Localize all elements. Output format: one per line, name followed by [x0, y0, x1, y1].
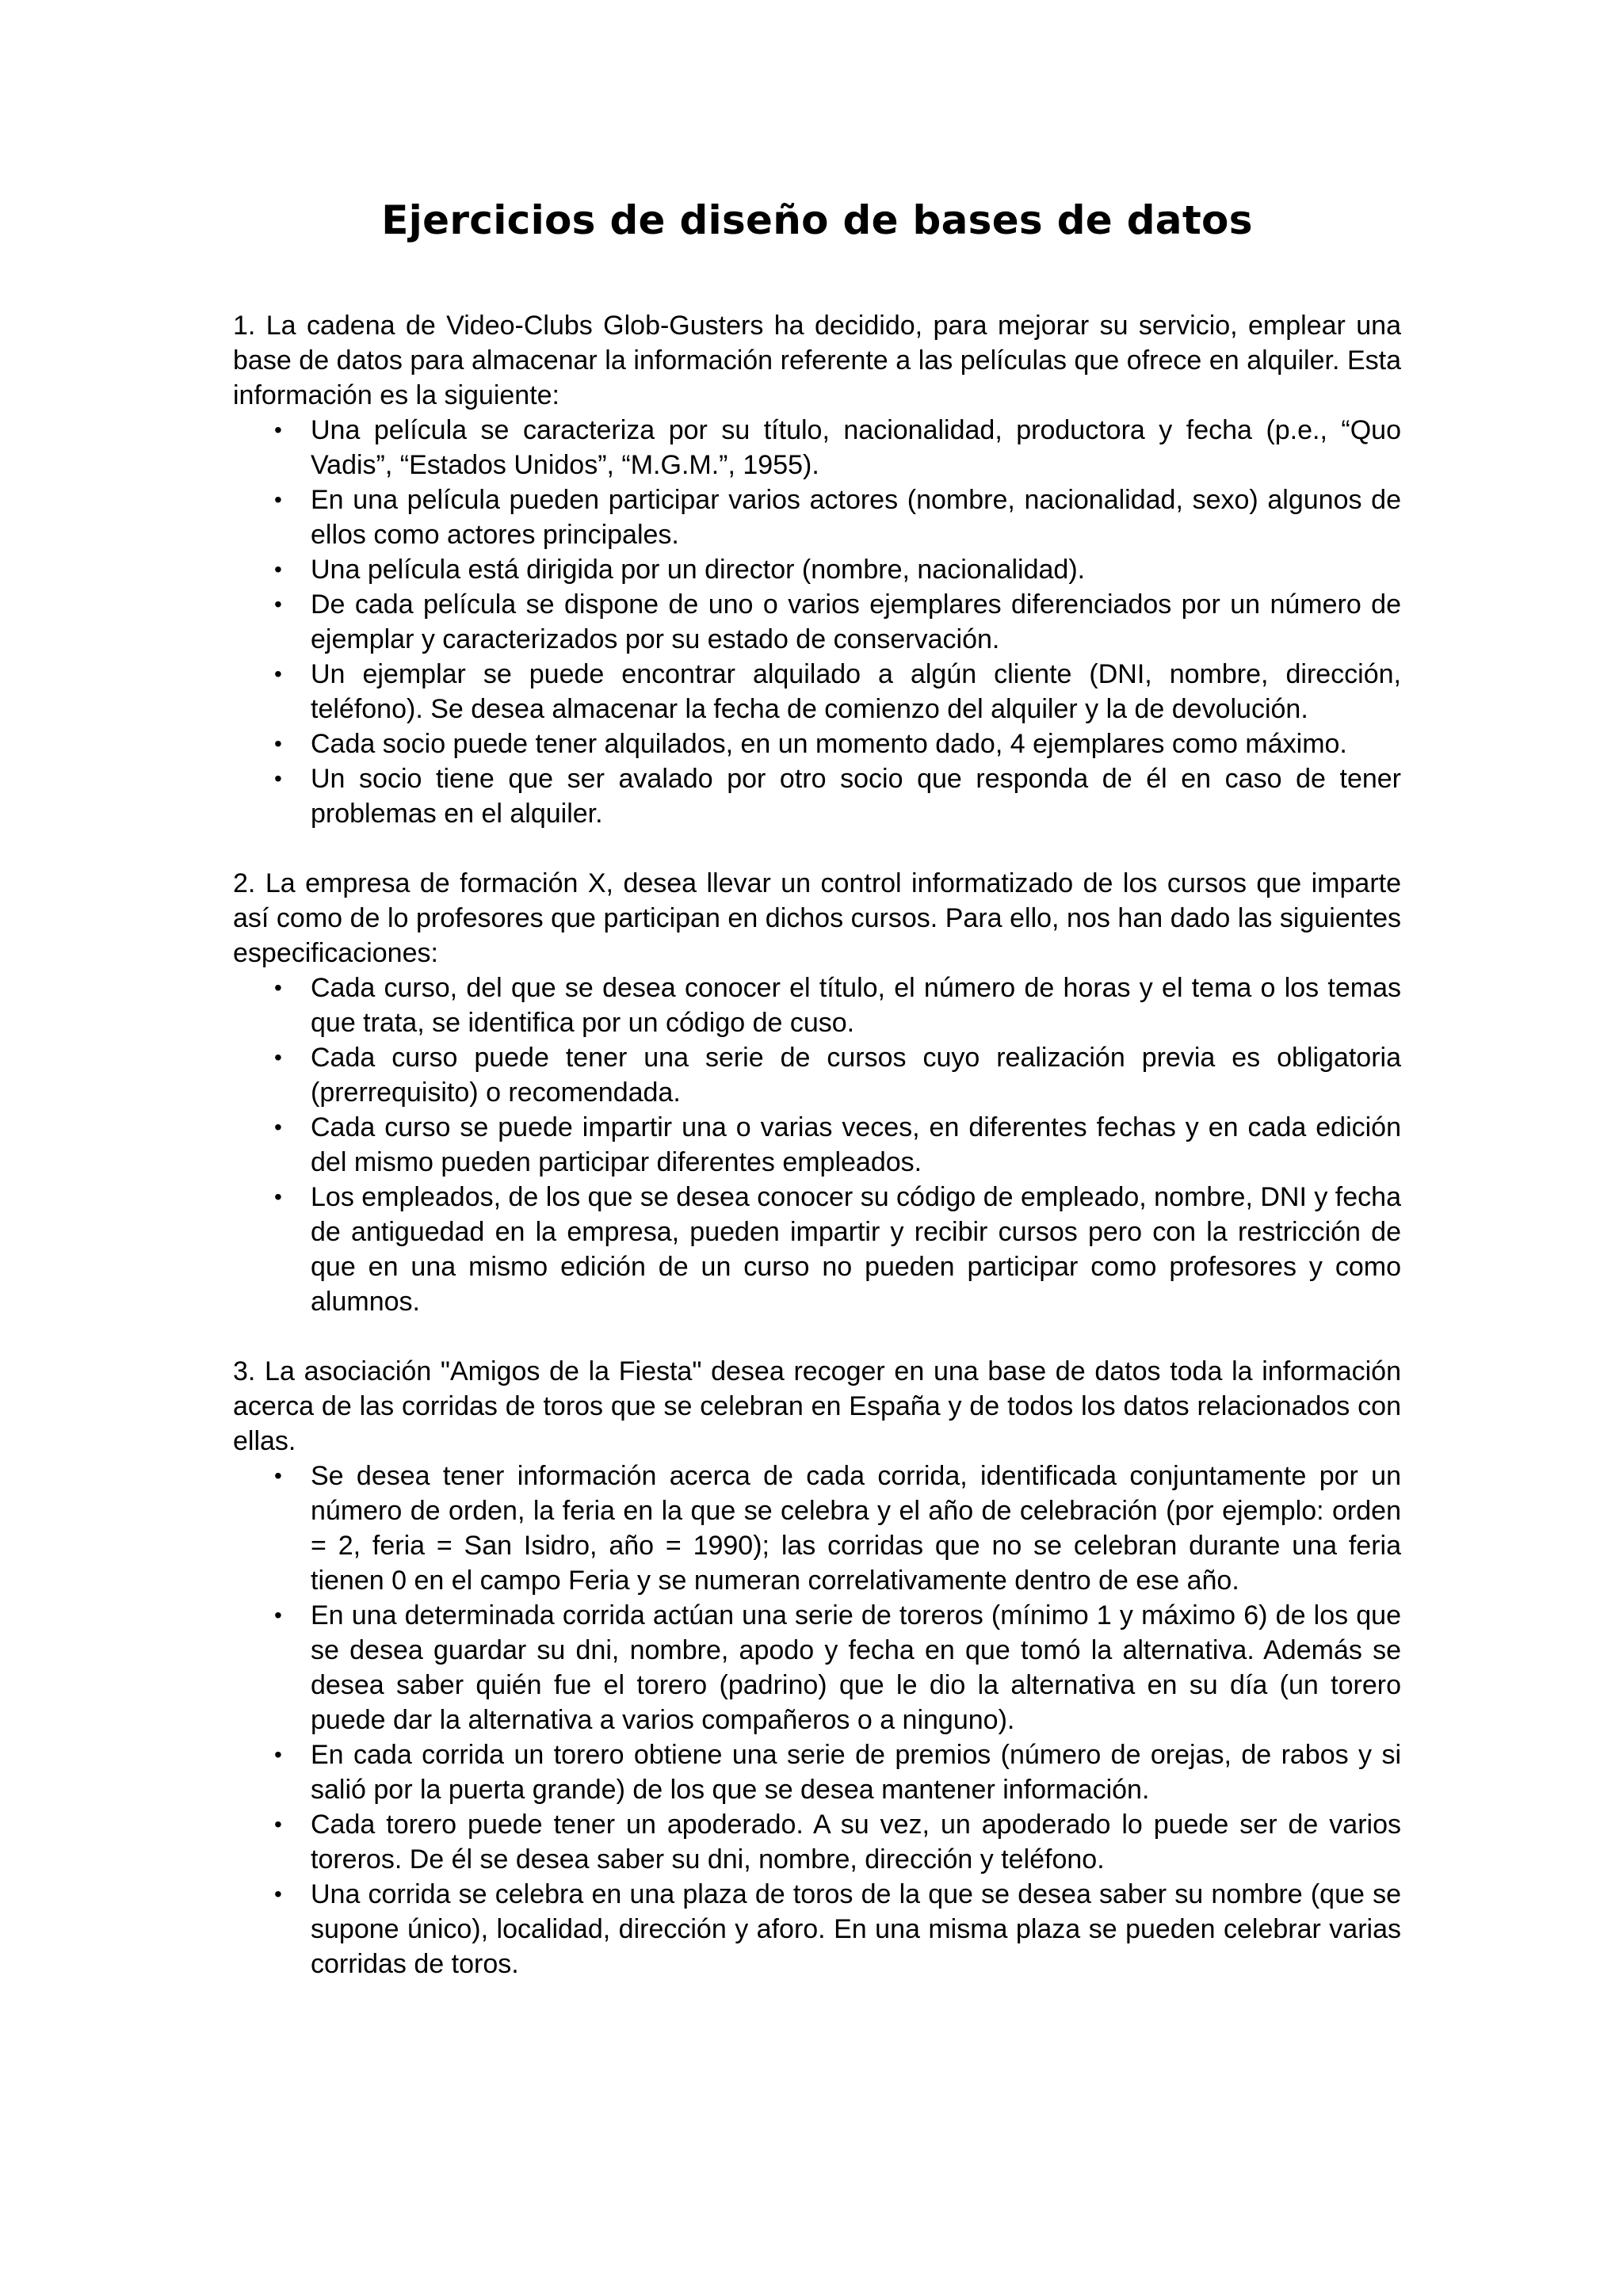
bullet-text: Una película está dirigida por un director (nombre, nacionalidad). — [311, 555, 1086, 585]
bullet-icon: • — [274, 592, 282, 616]
bullet-item — [274, 1110, 1401, 1180]
bullet-item — [274, 1040, 1401, 1110]
exercise-intro: 3. La asociación "Amigos de la Fiesta" desea recoger en una base de datos toda la información acerca de las corridas de toros que se celebran en España y de todos los datos relacionados con ellas. — [233, 1356, 1401, 1456]
bullet-text: En una película pueden participar varios actores (nombre, nacionalidad, sexo) algunos de ellos como actores principales. — [311, 485, 1401, 550]
bullet-item — [274, 971, 1401, 1040]
bullet-text: En cada corrida un torero obtiene una serie de premios (número de orejas, de rabos y si salió por la puerta grande) de los que se desea mantener información. — [311, 1740, 1401, 1805]
exercise-bullet-list — [233, 413, 1401, 831]
bullet-item — [274, 657, 1401, 727]
bullet-icon: • — [274, 418, 282, 442]
bullet-icon: • — [274, 1742, 282, 1767]
bullet-text: Cada curso, del que se desea conocer el título, el número de horas y el tema o los temas que trata, se identifica por un código de cuso. — [311, 973, 1401, 1038]
bullet-text: Cada curso se puede impartir una o varias veces, en diferentes fechas y en cada edición del mismo pueden participar diferentes empleados. — [311, 1112, 1401, 1177]
bullet-item — [274, 1180, 1401, 1319]
bullet-item — [274, 413, 1401, 482]
bullet-item — [274, 587, 1401, 657]
bullet-icon: • — [274, 487, 282, 512]
document-title: Ejercicios de diseño de bases de datos — [381, 197, 1253, 243]
bullet-icon: • — [274, 1882, 282, 1906]
bullet-text: Una película se caracteriza por su título, nacionalidad, productora y fecha (p.e., “Quo Vadis”, “Estados Unidos”, “M.G.M.”, 1955). — [311, 415, 1401, 480]
bullet-icon: • — [274, 1603, 282, 1627]
document-page — [233, 194, 1401, 1981]
exercise-intro: 2. La empresa de formación X, desea llevar un control informatizado de los cursos que imparte así como de lo profesores que participan en dichos cursos. Para ello, nos han dado las siguientes especificaciones: — [233, 868, 1401, 968]
exercise-3 — [233, 1354, 1401, 1981]
bullet-item — [274, 1459, 1401, 1598]
bullet-icon: • — [274, 766, 282, 791]
bullet-icon: • — [274, 1812, 282, 1836]
bullet-text: Cada curso puede tener una serie de cursos cuyo realización previa es obligatoria (prerrequisito) o recomendada. — [311, 1043, 1401, 1108]
bullet-item — [274, 761, 1401, 831]
bullet-icon: • — [274, 1463, 282, 1488]
bullet-item — [274, 1807, 1401, 1877]
bullet-icon: • — [274, 1184, 282, 1209]
bullet-text: En una determinada corrida actúan una serie de toreros (mínimo 1 y máximo 6) de los que se desea guardar su dni, nombre, apodo y fecha en que tomó la alternativa. Además se desea saber quién fue el torero (padrino) que le dio la alternativa en su día (un torero puede dar la alternativa a varios compañeros o a ninguno). — [311, 1600, 1401, 1735]
bullet-item — [274, 1737, 1401, 1807]
bullet-text: Se desea tener información acerca de cada corrida, identificada conjuntamente por un número de orden, la feria en la que se celebra y el año de celebración (por ejemplo: orden = 2, feria = San Isidro, año = 1990); las corridas que no se celebran durante una feria tienen 0 en el campo Feria y se numeran correlativamente dentro de ese año. — [311, 1461, 1401, 1596]
exercise-intro: 1. La cadena de Video-Clubs Glob-Gusters ha decidido, para mejorar su servicio, emplear una base de datos para almacenar la información referente a las películas que ofrece en alquiler. Esta información es la siguiente: — [233, 311, 1401, 410]
bullet-icon: • — [274, 975, 282, 1000]
bullet-icon: • — [274, 662, 282, 686]
bullet-icon: • — [274, 1045, 282, 1070]
bullet-icon: • — [274, 1115, 282, 1139]
bullet-item — [274, 727, 1401, 761]
bullet-icon: • — [274, 731, 282, 756]
bullet-text: De cada película se dispone de uno o varios ejemplares diferenciados por un número de ejemplar y caracterizados por su estado de conservación. — [311, 589, 1401, 654]
exercise-1 — [233, 308, 1401, 831]
bullet-text: Un socio tiene que ser avalado por otro socio que responda de él en caso de tener problemas en el alquiler. — [311, 764, 1401, 829]
bullet-icon: • — [274, 557, 282, 582]
bullet-text: Los empleados, de los que se desea conocer su código de empleado, nombre, DNI y fecha de antiguedad en la empresa, pueden impartir y recibir cursos pero con la restricción de que en una mismo edición de un curso no pueden participar como profesores y como alumnos. — [311, 1182, 1401, 1317]
bullet-item — [274, 1598, 1401, 1737]
bullet-text: Cada socio puede tener alquilados, en un momento dado, 4 ejemplares como máximo. — [311, 729, 1347, 759]
bullet-text: Un ejemplar se puede encontrar alquilado a algún cliente (DNI, nombre, dirección, teléfono). Se desea almacenar la fecha de comienzo del alquiler y la de devolución. — [311, 659, 1401, 724]
bullet-item — [274, 552, 1401, 587]
bullet-text: Cada torero puede tener un apoderado. A su vez, un apoderado lo puede ser de varios toreros. De él se desea saber su dni, nombre, dirección y teléfono. — [311, 1810, 1401, 1875]
exercise-bullet-list — [233, 1459, 1401, 1981]
bullet-item — [274, 482, 1401, 552]
bullet-item — [274, 1877, 1401, 1981]
exercise-2 — [233, 866, 1401, 1319]
exercise-bullet-list — [233, 971, 1401, 1319]
bullet-text: Una corrida se celebra en una plaza de toros de la que se desea saber su nombre (que se supone único), localidad, dirección y aforo. En una misma plaza se pueden celebrar varias corridas de toros. — [311, 1879, 1401, 1979]
